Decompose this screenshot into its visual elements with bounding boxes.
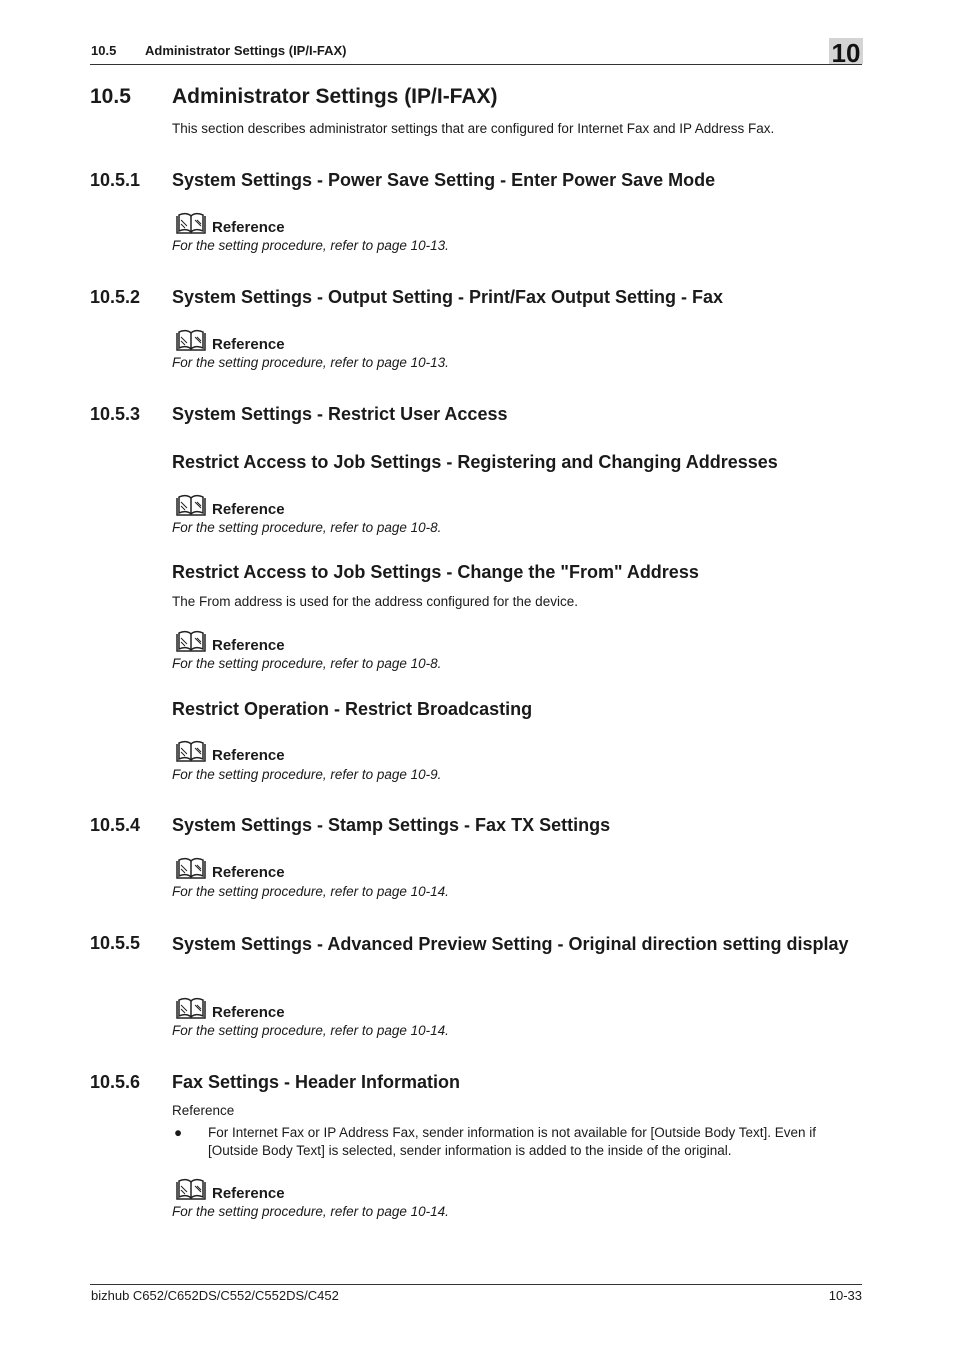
open-book-icon bbox=[174, 740, 208, 764]
open-book-icon bbox=[174, 1178, 208, 1202]
bullet-text: For Internet Fax or IP Address Fax, sender information is not available for [Outside Body Text]. Even if [Outside Body Text] is selected, sender information is added to the inside of the original. bbox=[208, 1125, 817, 1158]
reference-procedure-text: For the setting procedure, refer to page 10-8. bbox=[172, 520, 442, 535]
reference-heading bbox=[174, 494, 285, 518]
section-title: Administrator Settings (IP/I-FAX) bbox=[172, 85, 498, 108]
reference-label: Reference bbox=[212, 219, 285, 236]
topic-body: The From address is used for the address configured for the device. bbox=[172, 594, 578, 609]
running-header-title: Administrator Settings (IP/I-FAX) bbox=[145, 43, 347, 58]
reference-label: Reference bbox=[212, 637, 285, 654]
subsection-number: 10.5.2 bbox=[90, 287, 141, 307]
reference-heading bbox=[174, 1178, 285, 1202]
subsection-number: 10.5.3 bbox=[90, 404, 141, 424]
subsection-number: 10.5.4 bbox=[90, 815, 141, 835]
section-intro: This section describes administrator settings that are configured for Internet Fax and IP Address Fax. bbox=[172, 121, 775, 136]
subsection-title: System Settings - Power Save Setting - Enter Power Save Mode bbox=[172, 170, 716, 190]
open-book-icon bbox=[174, 857, 208, 881]
reference-heading bbox=[174, 857, 285, 881]
subsection-title: System Settings - Advanced Preview Setting - Original direction setting display bbox=[172, 934, 849, 954]
open-book-icon bbox=[174, 212, 208, 236]
section-number: 10.5 bbox=[90, 85, 131, 108]
reference-procedure-text: For the setting procedure, refer to page 10-9. bbox=[172, 767, 442, 782]
reference-label: Reference bbox=[212, 864, 285, 881]
footer-model: bizhub C652/C652DS/C552/C552DS/C452 bbox=[91, 1288, 339, 1303]
footer-page-number: 10-33 bbox=[828, 1288, 862, 1303]
open-book-icon bbox=[174, 329, 208, 353]
reference-label: Reference bbox=[212, 501, 285, 518]
subsection-title: System Settings - Output Setting - Print/Fax Output Setting - Fax bbox=[172, 287, 724, 307]
subsection-number: 10.5.6 bbox=[90, 1072, 141, 1092]
subsection-title: System Settings - Stamp Settings - Fax TX Settings bbox=[172, 815, 611, 835]
subsection-title: System Settings - Restrict User Access bbox=[172, 404, 508, 424]
reference-heading bbox=[174, 997, 285, 1021]
reference-heading bbox=[174, 630, 285, 654]
subsection-title: Fax Settings - Header Information bbox=[172, 1072, 461, 1092]
reference-procedure-text: For the setting procedure, refer to page 10-14. bbox=[172, 1023, 449, 1038]
open-book-icon bbox=[174, 630, 208, 654]
reference-procedure-text: For the setting procedure, refer to page 10-13. bbox=[172, 355, 449, 370]
subsection-number: 10.5.1 bbox=[90, 170, 141, 190]
topic-heading: Restrict Access to Job Settings - Change the "From" Address bbox=[172, 562, 699, 582]
reference-label: Reference bbox=[212, 1185, 285, 1202]
reference-plain-label: Reference bbox=[172, 1103, 235, 1118]
header-rule bbox=[90, 64, 862, 65]
reference-procedure-text: For the setting procedure, refer to page 10-13. bbox=[172, 238, 449, 253]
reference-heading bbox=[174, 740, 285, 764]
reference-procedure-text: For the setting procedure, refer to page 10-8. bbox=[172, 656, 442, 671]
reference-label: Reference bbox=[212, 1004, 285, 1021]
subsection-number: 10.5.5 bbox=[90, 933, 141, 953]
reference-label: Reference bbox=[212, 747, 285, 764]
topic-heading: Restrict Access to Job Settings - Registering and Changing Addresses bbox=[172, 452, 778, 472]
chapter-badge: 10 bbox=[829, 38, 863, 64]
reference-heading bbox=[174, 329, 285, 353]
reference-label: Reference bbox=[212, 336, 285, 353]
reference-procedure-text: For the setting procedure, refer to page 10-14. bbox=[172, 884, 449, 899]
bullet-mark: ● bbox=[174, 1125, 183, 1140]
topic-heading: Restrict Operation - Restrict Broadcasting bbox=[172, 699, 533, 719]
running-header-section-number: 10.5 bbox=[91, 43, 117, 58]
footer-rule bbox=[90, 1284, 862, 1285]
open-book-icon bbox=[174, 997, 208, 1021]
open-book-icon bbox=[174, 494, 208, 518]
reference-heading bbox=[174, 212, 285, 236]
reference-procedure-text: For the setting procedure, refer to page 10-14. bbox=[172, 1204, 449, 1219]
